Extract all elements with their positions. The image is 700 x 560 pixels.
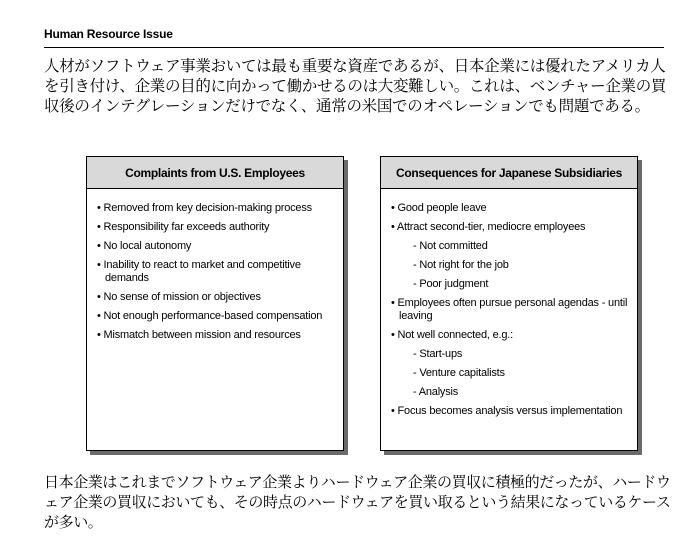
complaints-box bbox=[86, 156, 344, 451]
complaint-item: • Inability to react to market and competitive demands bbox=[97, 259, 337, 285]
complaint-item: • Not enough performance-based compensation bbox=[97, 310, 337, 323]
consequence-subitem: - Venture capitalists bbox=[391, 367, 631, 380]
complaint-item: • Removed from key decision-making process bbox=[97, 202, 337, 215]
consequence-subitem: - Not committed bbox=[391, 240, 631, 253]
consequence-subitem: - Poor judgment bbox=[391, 278, 631, 291]
consequence-item: • Not well connected, e.g.: bbox=[391, 329, 631, 342]
complaints-heading: Complaints from U.S. Employees bbox=[87, 157, 343, 189]
consequence-item: • Employees often pursue personal agendas - until leaving bbox=[391, 297, 631, 323]
consequences-box bbox=[380, 156, 638, 451]
title-divider bbox=[44, 47, 664, 48]
consequence-subitem: - Start-ups bbox=[391, 348, 631, 361]
complaint-item: • No local autonomy bbox=[97, 240, 337, 253]
page-title: Human Resource Issue bbox=[44, 27, 173, 41]
complaint-item: • Responsibility far exceeds authority bbox=[97, 221, 337, 234]
outro-paragraph: 日本企業はこれまでソフトウェア企業よりハードウェア企業の買収に積極的だったが、ハードウェア企業の買収においても、その時点のハードウェアを買い取るという結果になっているケースが多い。 bbox=[44, 473, 671, 531]
consequences-list bbox=[381, 189, 637, 418]
consequence-item: • Attract second-tier, mediocre employees bbox=[391, 221, 631, 234]
consequence-subitem: - Analysis bbox=[391, 386, 631, 399]
consequence-item: • Good people leave bbox=[391, 202, 631, 215]
complaint-item: • No sense of mission or objectives bbox=[97, 291, 337, 304]
complaint-item: • Mismatch between mission and resources bbox=[97, 329, 337, 342]
consequence-subitem: - Not right for the job bbox=[391, 259, 631, 272]
complaints-list bbox=[87, 189, 343, 342]
consequences-heading: Consequences for Japanese Subsidiaries bbox=[381, 157, 637, 189]
intro-paragraph: 人材がソフトウェア事業おいては最も重要な資産であるが、日本企業には優れたアメリカ人を引き付け、企業の目的に向かって働かせるのは大変難しい。これは、ベンチャー企業の買収後のインテグレーションだけでなく、通常の米国でのオペレーションでも問題である。 bbox=[44, 57, 667, 115]
consequence-item: • Focus becomes analysis versus implementation bbox=[391, 405, 631, 418]
